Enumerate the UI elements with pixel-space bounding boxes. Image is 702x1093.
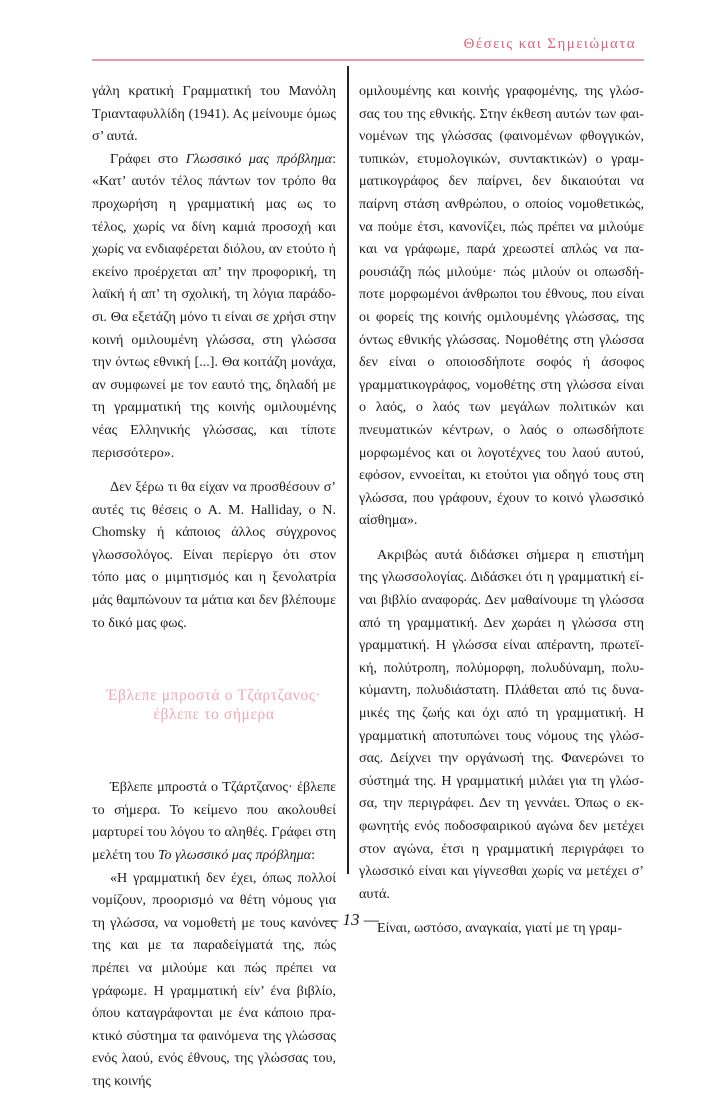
paragraph: Ακριβώς αυτά διδάσκει σήμερα η επιστήμη της γλωσσολογίας. Διδάσκει ότι η γραμματική είναι βιβλίο αναφοράς. Δεν μαθαίνουμε τη γλώσσα από τη γραμματική. Δεν χωράει η γλώσσα στη γραμματική. Η γλώσσα είναι απέραντη, πρωτεϊκή, πολύτροπη, πολύμορφη, πολυδύναμη, πολυκύμαντη, πολυδιάστατη. Πλάθεται από τις δυναμικές της ζωής και όχι από τη γραμματική. Η γραμματική αποτυπώνει τους νόμους της γλώσσας. Δείχνει την οργάνωσή της. Φανερώνει το σύστημά της. Η γραμματική μιλάει για τη γλώσσα, την περιγράφει. Δεν τη γεννάει. Όπως ο εκφωνητής ενός ποδοσφαιρικού αγώνα δεν μετέχει στον αγώνα, έτσι η γραμματική περιγράφει το γλωσσικό είναι και γίγνεσθαι χωρίς να μετέχει σ’ αυτά. [359,546,644,902]
text-run: Έβλεπε μπροστά ο Τζάρτζανος· έβλεπε το σήμερα. Το κείμενο που ακολουθεί μαρτυρεί του λόγου το αληθές. Γράφει στη μελέτη του [92,779,336,864]
text-run: : «Κατ’ αυτόν τέλος πάντων τον τρόπο θα προχωρήση η γραμματική μας ως το τέλος, χωρίς να δίνη καμιά προσοχή και χωρίς να ενδιαφέρεται διόλου, αν ετούτο ή εκείνο προέρχεται απ’ την προφορική, τη λαϊκή ή απ’ τη σχολική, τη λόγια παράδοσι. Θα εξετάζη μόνο τι είναι σε χρήσι στην κοινή ομιλουμένη γλώσσα, στη γλώσσα την όντως εθνική [...]. Θα κοιτάζη μονάχα, αν συμφωνεί με τον εαυτό της, δηλαδή με τη γραμματική της κοινής ομιλουμένης νέας Ελληνικής γλώσσας, και τίποτε περισσότερο». [92,150,336,461]
section-heading-line: Έβλεπε μπροστά ο Τζάρτζανος· [106,687,322,705]
page-number: — 13 — [323,910,379,929]
text-run: : [311,847,315,864]
book-title: Το γλωσσικό μας πρόβλημα [158,847,312,864]
section-heading [92,686,336,724]
section-heading-line: έβλεπε το σήμερα [153,706,275,724]
paragraph: γάλη κρατική Γραμματική του Μανόλη Τριανταφυλλίδη (1941). Ας μείνουμε όμως σ’ αυτά. [92,83,336,145]
header-rule [92,59,644,61]
paragraph [92,776,336,866]
quotation: ομιλουμένης και κοινής γραφομένης, της γλώσσας του της εθνικής. Στην έκθεση αυτών των φαινομένων της γλώσσας (φαινομένων φθογγικών, τυπικών, ετυμολογικών, συντακτικών) ο γραμματικογράφος δεν παίρνει, δεν δικαιούται να παίρνη στάση ανθρώπου, ο οποίος νομοθετικώς, να πούμε έτσι, κανονίζει, πώς πρέπει να μιλούμε και να γράφωμε, παρά χρεωστεί απλώς να παρουσιάζη πώς μιλούμε· πώς μιλούν οι οπωσδήποτε μορφωμένοι άνθρωποι του έθνους, που είναι οι φορείς της κοινής ομιλουμένης γλώσσας, της όντως εθνικής γλώσσας. Νομοθέτης στη γλώσσα δεν είναι ο οποιοσδήποτε σοφός ή άσοφος γραμματικογράφος, νομοθέτης στη γλώσσα είναι ο λαός, ο λαός των μεγάλων πολιτικών και πνευματικών κέντρων, ο λαός ο οπωσδήποτε μορφωμένος και οι λογοτέχνες του λαού αυτού, εφόσον, εννοείται, κι ετούτοι για οδηγό τους στη γλώσσα, που γράφουν, έχουν το κοινό γλωσσικό αίσθημα». [359,83,644,529]
right-column [359,80,644,940]
running-header: Θέσεις και Σημειώματα [463,36,636,52]
text-run: Γράφει στο [110,150,186,167]
paragraph: Είναι, ωστόσο, αναγκαία, γιατί με τη γραμ- [377,920,623,937]
quotation: «Η γραμματική δεν έχει, όπως πολλοί νομίζουν, προορισμό να θέτη νόμους για τη γλώσσα, να νομοθετή με τους κανόνες της και με τα παραδείγματά της, πώς πρέπει να μιλούμε και πώς πρέπει να γράφωμε. Η γραμματική είν’ ένα βιβλίο, όπου καταγράφονται με ένα κάποιο πρακτικό σύστημα τα φαινόμενα της γλώσσας ενός λαού, ενός έθνους, της γλώσσας του, της κοινής [92,869,336,1089]
left-column [92,80,336,1093]
column-divider [347,66,349,874]
book-title: Γλωσσικό μας πρόβλημα [185,150,333,167]
paragraph: Δεν ξέρω τι θα είχαν να προσθέσουν σ’ αυτές τις θέσεις ο A. M. Halliday, ο N. Chomsky ή κάποιος άλλος σύγχρονος γλωσσολόγος. Είναι περίεργο ότι στον τόπο μας ο μιμητισμός και η ξενολατρία μάς θαμπώνουν τα μάτια και δεν βλέπουμε το δικό μας φως. [92,479,336,631]
paragraph [92,148,336,464]
